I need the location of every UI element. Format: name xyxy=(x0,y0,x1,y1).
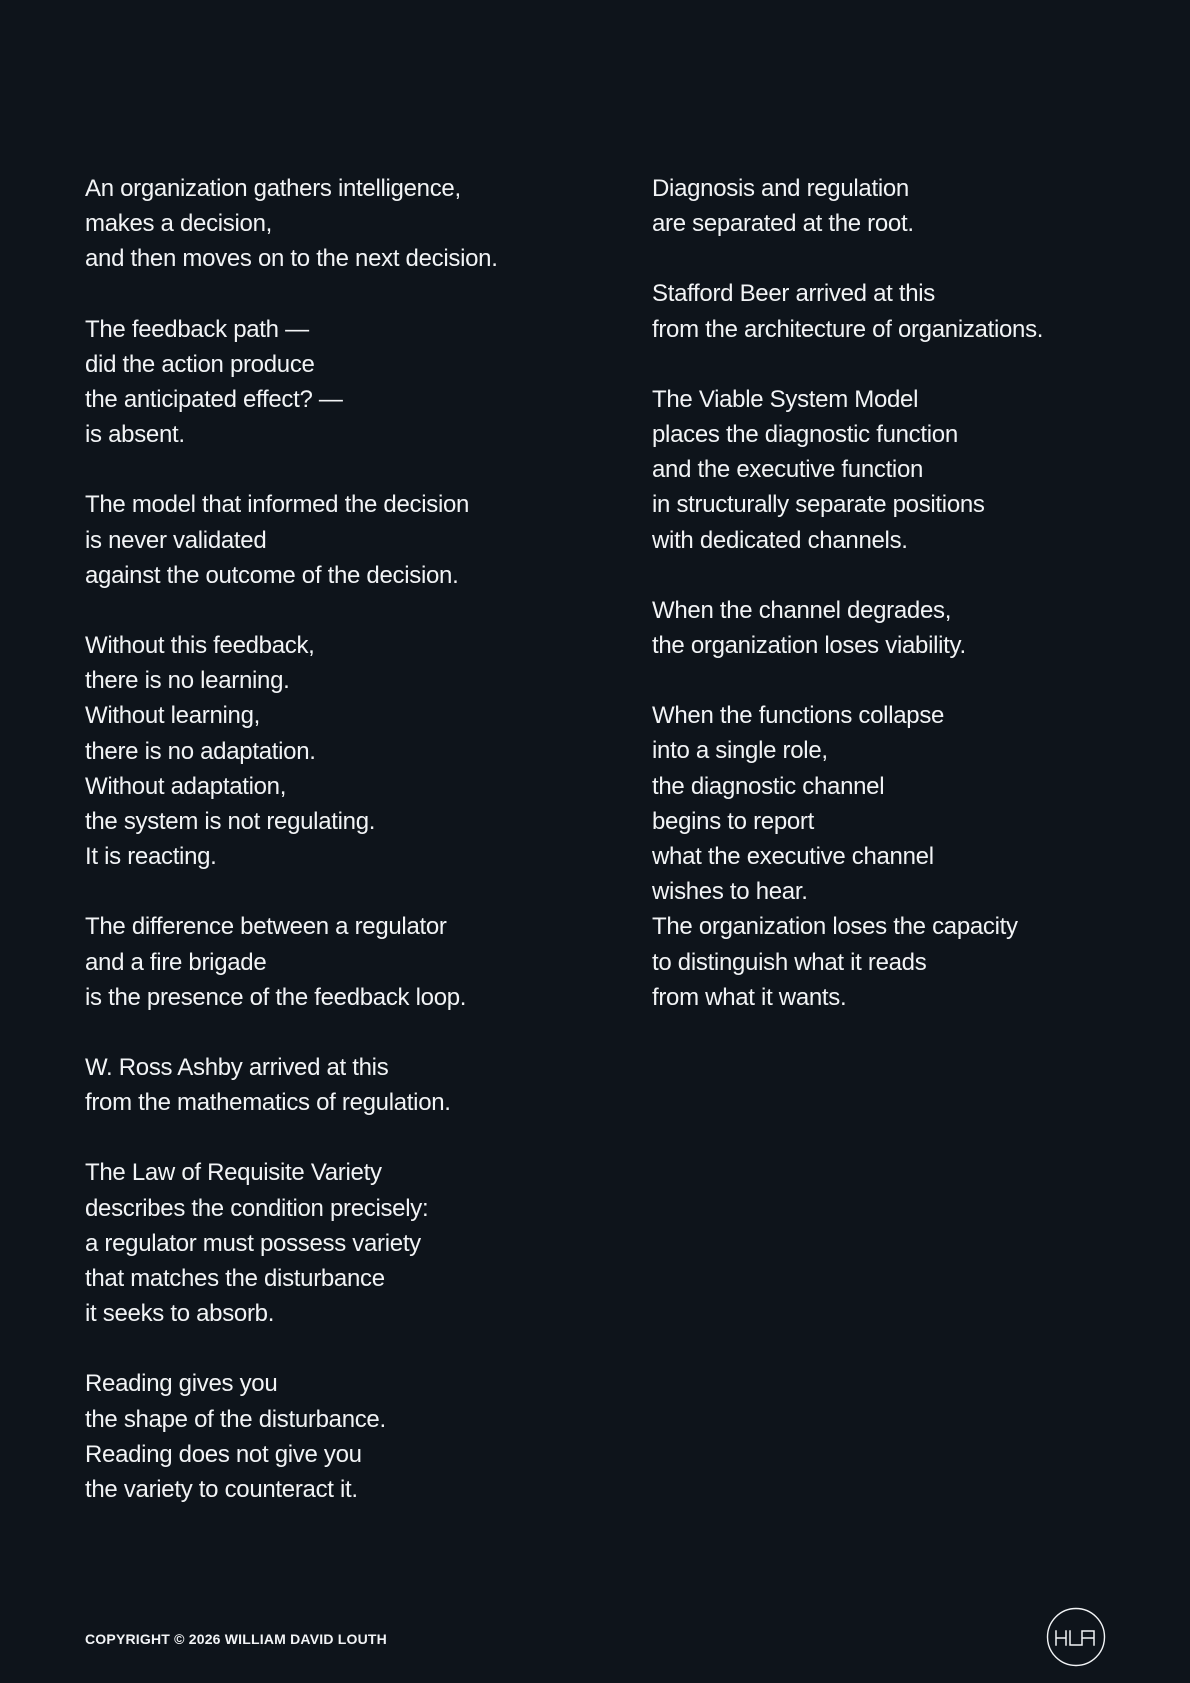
text-line: Without adaptation, xyxy=(85,772,287,800)
text-line: places the diagnostic function xyxy=(652,421,958,449)
text-line: from what it wants. xyxy=(652,983,847,1011)
wdl-monogram-icon xyxy=(1046,1607,1106,1667)
text-line: from the mathematics of regulation. xyxy=(85,1089,451,1117)
text-line: from the architecture of organizations. xyxy=(652,315,1044,343)
text-line: When the channel degrades, xyxy=(652,596,952,624)
text-line: did the action produce xyxy=(85,350,315,378)
text-line: An organization gathers intelligence, xyxy=(85,175,461,202)
text-line: there is no learning. xyxy=(85,667,290,695)
stanza xyxy=(85,1155,585,1331)
text-line: The feedback path — xyxy=(85,315,309,343)
stanza xyxy=(85,909,585,1015)
stanza xyxy=(85,171,585,277)
text-line: are separated at the root. xyxy=(652,210,914,238)
text-line: that matches the disturbance xyxy=(85,1265,385,1293)
text-line: a regulator must possess variety xyxy=(85,1229,421,1257)
text-line: the system is not regulating. xyxy=(85,808,376,836)
text-line: Without learning, xyxy=(85,702,260,730)
text-line: The difference between a regulator xyxy=(85,913,447,941)
text-line: makes a decision, xyxy=(85,210,272,238)
stanza xyxy=(85,1050,585,1120)
text-line: it seeks to absorb. xyxy=(85,1300,275,1328)
stanza xyxy=(652,698,1152,1015)
text-line: and then moves on to the next decision. xyxy=(85,245,498,273)
text-line: The Law of Requisite Variety xyxy=(85,1159,382,1187)
text-line: and a fire brigade xyxy=(85,948,267,976)
text-line: Reading gives you xyxy=(85,1370,278,1398)
text-line: is never validated xyxy=(85,526,267,554)
stanza xyxy=(85,312,585,453)
stanza xyxy=(652,171,1152,241)
text-line: W. Ross Ashby arrived at this xyxy=(85,1054,389,1082)
text-line: the diagnostic channel xyxy=(652,772,885,800)
text-line: The model that informed the decision xyxy=(85,491,470,519)
text-line: the organization loses viability. xyxy=(652,632,966,660)
text-line: what the executive channel xyxy=(652,843,934,871)
text-line: When the functions collapse xyxy=(652,702,945,730)
left-column xyxy=(85,171,585,1542)
text-line: Diagnosis and regulation xyxy=(652,175,909,202)
text-line: there is no adaptation. xyxy=(85,737,316,765)
text-line: against the outcome of the decision. xyxy=(85,561,459,589)
text-line: with dedicated channels. xyxy=(652,526,908,554)
text-line: begins to report xyxy=(652,807,814,835)
text-line: The organization loses the capacity xyxy=(652,913,1018,941)
text-line: describes the condition precisely: xyxy=(85,1194,429,1222)
text-line: the anticipated effect? — xyxy=(85,386,343,414)
text-line: is the presence of the feedback loop. xyxy=(85,983,467,1011)
text-line: to distinguish what it reads xyxy=(652,948,927,976)
text-line: The Viable System Model xyxy=(652,385,919,413)
text-line: wishes to hear. xyxy=(652,878,808,906)
text-line: Reading does not give you xyxy=(85,1440,362,1468)
text-line: the shape of the disturbance. xyxy=(85,1405,386,1433)
stanza xyxy=(652,276,1152,346)
right-column xyxy=(652,171,1152,1050)
stanza xyxy=(652,593,1152,663)
text-line: It is reacting. xyxy=(85,843,217,871)
stanza xyxy=(85,628,585,874)
stanza xyxy=(85,1366,585,1507)
text-line: Stafford Beer arrived at this xyxy=(652,280,936,308)
text-line: the variety to counteract it. xyxy=(85,1476,358,1504)
text-line: into a single role, xyxy=(652,737,828,765)
stanza xyxy=(85,487,585,593)
text-line: in structurally separate positions xyxy=(652,491,985,519)
text-line: and the executive function xyxy=(652,456,924,484)
stanza xyxy=(652,382,1152,558)
text-line: is absent. xyxy=(85,421,185,449)
footer-copyright: COPYRIGHT © 2026 WILLIAM DAVID LOUTH xyxy=(85,1631,387,1647)
text-line: Without this feedback, xyxy=(85,632,315,660)
